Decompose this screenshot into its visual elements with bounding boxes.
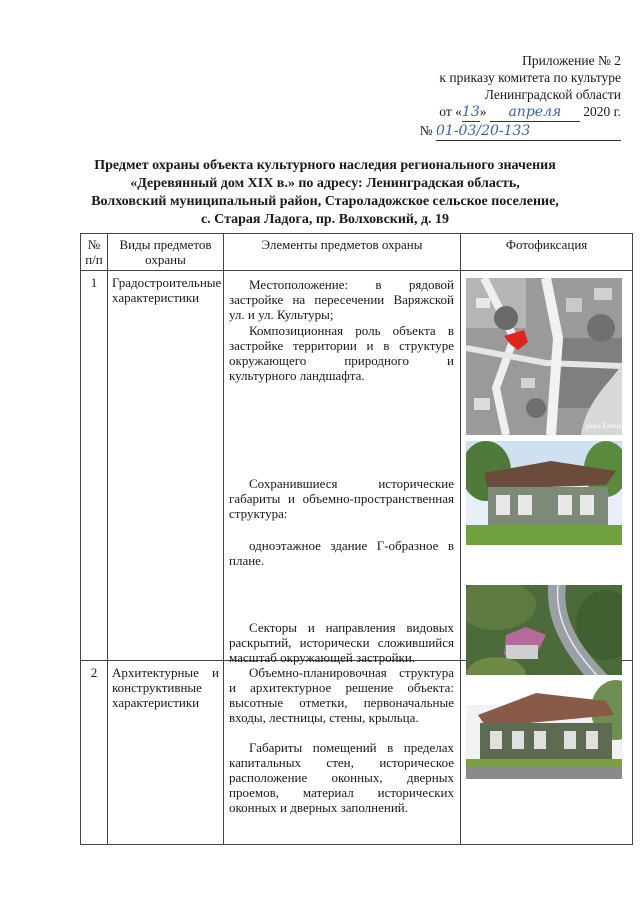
- header-num: № п/п: [81, 234, 108, 271]
- document-title: [90, 157, 560, 229]
- photo-cell: [461, 271, 633, 661]
- date-month-handwritten: апреля: [490, 104, 580, 122]
- house-photo: [466, 441, 622, 545]
- element-view-sectors: Секторы и направления видовых раскрытий, исторически сложившийся масштаб окружающей застройки.: [229, 620, 454, 665]
- order-number-handwritten: 01-03/20-133: [436, 123, 531, 139]
- aerial-map-photo: [466, 278, 622, 435]
- protection-table: [80, 233, 633, 845]
- element-location: Местоположение: в рядовой застройке на пересечении Варяжской ул. и ул. Культуры;: [229, 277, 454, 322]
- row-number: 2: [81, 661, 108, 845]
- header-kind: Виды предметов охраны: [108, 234, 224, 271]
- element-dimensions: Сохранившиеся исторические габариты и объемно-пространственная структура:: [229, 476, 454, 521]
- order-number: № 01-03/20-133: [420, 122, 621, 141]
- element-plan: одноэтажное здание Г-образное в плане.: [229, 538, 454, 568]
- date-day-handwritten: 13: [461, 104, 480, 120]
- element-composition: Композиционная роль объекта в застройке территории и в структуре окружающего природного и культурного ландшафта.: [229, 323, 454, 383]
- title-line-3: Волховский муниципальный район, Староладожское сельское поселение,: [91, 194, 559, 209]
- appendix-number: Приложение № 2: [522, 53, 621, 68]
- table-row: [81, 271, 633, 661]
- header-photo: Фотофиксация: [461, 234, 633, 271]
- element-room-dimensions: Габариты помещений в пределах капитальных стен, историческое расположение оконных, дверных проемов, материал исторических оконных и дверных заполнений.: [229, 740, 454, 815]
- protection-elements: [224, 661, 461, 845]
- title-line-2: «Деревянный дом XIX в.» по адресу: Ленинградская область,: [130, 176, 520, 191]
- photo-cell: [461, 661, 633, 845]
- title-line-1: Предмет охраны объекта культурного наследия регионального значения: [94, 158, 556, 173]
- map-river-label: река Елена: [586, 423, 622, 430]
- title-line-4: с. Старая Ладога, пр. Волховский, д. 19: [200, 212, 450, 227]
- row-number: 1: [81, 271, 108, 661]
- date-year: 2020 г.: [583, 104, 621, 119]
- protection-elements: [224, 271, 461, 665]
- appendix-region: Ленинградской области: [484, 87, 621, 102]
- appendix-reference: [420, 52, 621, 141]
- protection-kind: Архитектурные и конструктивные характеристики: [108, 661, 224, 845]
- element-structure: Объемно-планировочная структура и архитектурное решение объекта: высотные отметки, первоначальные входы, лестницы, стены, крыльца.: [229, 665, 454, 725]
- table-header-row: [81, 234, 633, 271]
- protection-kind: Градостроительные характеристики: [108, 271, 224, 661]
- appendix-order-ref: к приказу комитета по культуре: [439, 70, 621, 85]
- table-row: [81, 661, 633, 845]
- order-date: от «13» апреля 2020 г.: [439, 104, 621, 120]
- house-street-photo: [466, 675, 622, 779]
- header-elements: Элементы предметов охраны: [224, 234, 461, 271]
